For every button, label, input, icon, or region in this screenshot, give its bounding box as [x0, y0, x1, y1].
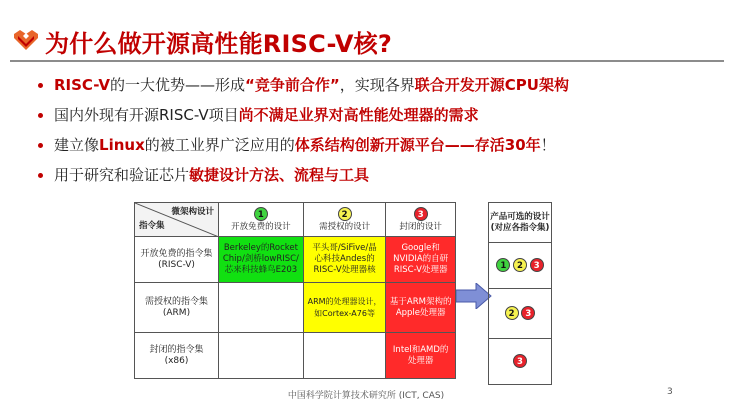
matrix-cell: [219, 333, 304, 379]
cell-text: 基于ARM架构的 Apple处理器: [389, 296, 452, 318]
bullet-dot-icon: [38, 113, 43, 118]
bullet-dot-icon: [38, 83, 43, 88]
row-header-riscv: [135, 237, 219, 283]
matrix-cell: [303, 237, 386, 283]
bullet-segment: 国内外现有开源RISC-V项目: [54, 106, 239, 124]
row-header-label: 需授权的指令集 (ARM): [144, 296, 208, 318]
bullet-segment: 联合开发开源CPU架构: [414, 76, 569, 94]
footer-institution: 中国科学院计算技术研究所 (ICT, CAS): [287, 391, 445, 401]
side-header: [489, 203, 552, 243]
corner-label-design: 微架构设计: [171, 207, 214, 217]
bullet-segment: ！: [540, 136, 556, 154]
side-header-label: 产品可选的设计 (对应各指令集): [490, 211, 550, 233]
bullet-segment: 体系结构创新开源平台——存活30年: [294, 136, 541, 154]
bullet-item: [38, 70, 728, 100]
bullet-segment: “竞争前合作”: [245, 76, 340, 94]
matrix-cell: [219, 237, 304, 283]
badge-2-icon: 2: [513, 258, 527, 272]
design-isa-matrix: [134, 202, 456, 379]
bullet-text: [54, 160, 369, 190]
matrix-row: [135, 283, 456, 333]
bullet-text: [54, 130, 556, 160]
cell-text: Intel和AMD的 处理器: [392, 344, 449, 366]
side-row: [489, 243, 552, 289]
matrix-cell: [219, 283, 304, 333]
bullet-item: [38, 100, 728, 130]
matrix-corner-header: [135, 203, 219, 237]
bullet-item: [38, 130, 728, 160]
bullet-segment: 建立像: [54, 136, 100, 154]
side-cell: [489, 289, 552, 339]
badge-1-icon: 1: [496, 258, 510, 272]
bullet-segment: 的一大优势——形成: [110, 76, 246, 94]
cell-text: Berkeley的Rocket Chip/剑桥lowRISC/ 芯来科技蜂鸟E203: [222, 243, 299, 275]
page-number: 3: [667, 387, 673, 397]
bullet-segment: 尚不满足业界对高性能处理器的需求: [238, 106, 479, 124]
side-cell: [489, 339, 552, 385]
matrix-row: [135, 333, 456, 379]
bullet-segment: Linux: [99, 136, 145, 154]
cell-text: ARM的处理器设计， 如Cortex-A76等: [307, 296, 382, 318]
badge-1-icon: 1: [254, 207, 268, 221]
matrix-cell: [303, 283, 386, 333]
row-header-arm: [135, 283, 219, 333]
matrix-row: [135, 237, 456, 283]
matrix-cell: [303, 333, 386, 379]
side-row: [489, 289, 552, 339]
bullet-text: [54, 100, 479, 130]
bullet-segment: 的被工业界广泛应用的: [144, 136, 295, 154]
row-header-x86: [135, 333, 219, 379]
bullet-segment: 敏捷设计方法、流程与工具: [189, 166, 370, 184]
bullet-text: [54, 70, 569, 100]
side-cell: [489, 243, 552, 289]
row-header-label: 封闭的指令集 (x86): [149, 344, 204, 366]
slide-title: 为什么做开源高性能RISC-V核?: [45, 30, 392, 58]
column-header-label: 开放免费的设计: [231, 221, 291, 232]
column-header-label: 封闭的设计: [399, 221, 442, 232]
badge-3-icon: 3: [530, 258, 544, 272]
right-arrow-icon: [456, 283, 492, 309]
corner-label-isa: 指令集: [139, 221, 165, 231]
matrix-cell: [386, 237, 456, 283]
badge-2-icon: 2: [338, 207, 352, 221]
bullet-segment: RISC-V: [54, 76, 111, 94]
badge-3-icon: 3: [521, 306, 535, 320]
bullet-segment: 用于研究和验证芯片: [54, 166, 190, 184]
product-options-table: [488, 202, 552, 385]
bullet-item: [38, 160, 728, 190]
column-header-open: [219, 203, 304, 237]
bullet-dot-icon: [38, 173, 43, 178]
badge-3-icon: 3: [513, 354, 527, 368]
matrix-cell: [386, 333, 456, 379]
title-divider: [10, 60, 724, 62]
column-header-label: 需授权的设计: [319, 221, 371, 232]
row-header-label: 开放免费的指令集 (RISC-V): [140, 248, 213, 270]
title-bar: [0, 0, 732, 62]
badge-3-icon: 3: [414, 207, 428, 221]
column-header-licensed: [303, 203, 386, 237]
ict-logo-icon: [14, 30, 38, 50]
matrix-cell: [386, 283, 456, 333]
side-row: [489, 339, 552, 385]
bullet-segment: ，实现各界: [339, 76, 415, 94]
cell-text: Google和 NVIDIA的自研 RISC-V处理器: [393, 243, 449, 275]
bullet-dot-icon: [38, 143, 43, 148]
bullet-list: [38, 70, 728, 190]
badge-2-icon: 2: [505, 306, 519, 320]
cell-text: 平头哥/SiFive/晶 心科技Andes的 RISC-V处理器核: [312, 243, 377, 275]
column-header-closed: [386, 203, 456, 237]
